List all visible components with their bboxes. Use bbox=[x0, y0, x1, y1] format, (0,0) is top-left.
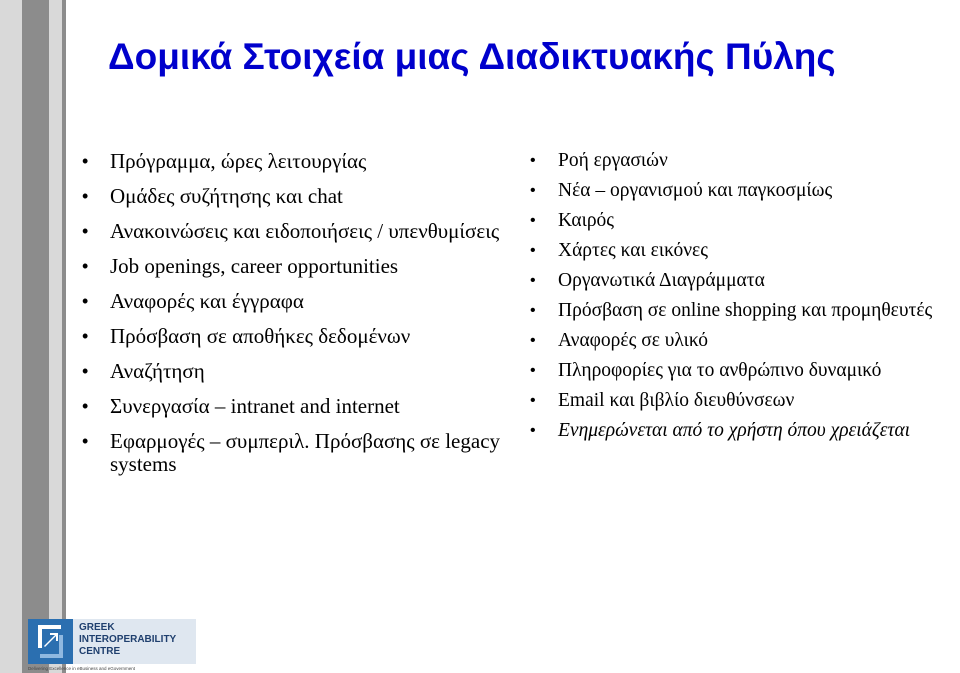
bullet-item bbox=[82, 185, 512, 208]
bullet-point-icon: • bbox=[530, 212, 536, 229]
bullet-item bbox=[82, 430, 512, 476]
bullet-item-text: Αναφορές και έγγραφα bbox=[110, 289, 304, 313]
bullet-point-icon: • bbox=[530, 392, 536, 409]
bullet-item-text: Εφαρμογές – συμπεριλ. Πρόσβασης σε legacy systems bbox=[110, 429, 501, 476]
bullet-point-icon: • bbox=[530, 182, 536, 199]
logo-text-band bbox=[73, 619, 196, 664]
bullet-item-text: Ενημερώνεται από το χρήστη όπου χρειάζεται bbox=[558, 420, 911, 441]
logo-line-1: GREEK bbox=[79, 622, 115, 633]
bullet-point-icon: • bbox=[530, 422, 536, 439]
bullet-item bbox=[530, 270, 950, 291]
logo-line-3: CENTRE bbox=[79, 646, 121, 657]
slide-title: Δομικά Στοιχεία μιας Διαδικτυακής Πύλης bbox=[108, 36, 836, 77]
right-bullet-list bbox=[530, 150, 950, 450]
bullet-point-icon: • bbox=[530, 272, 536, 289]
bullet-item bbox=[82, 325, 512, 348]
bullet-item-text: Καιρός bbox=[558, 210, 615, 231]
bullet-item-text: Ροή εργασιών bbox=[558, 150, 668, 171]
bullet-item-text: Νέα – οργανισμού και παγκοσμίως bbox=[558, 180, 833, 201]
bullet-item bbox=[82, 290, 512, 313]
bullet-item-text: Συνεργασία – intranet and internet bbox=[110, 394, 400, 418]
decorative-sidebar-stripe bbox=[49, 0, 62, 673]
bullet-point-icon: • bbox=[530, 332, 536, 349]
bullet-item bbox=[530, 300, 950, 321]
bullet-item-text: Email και βιβλίο διευθύνσεων bbox=[558, 390, 795, 411]
bullet-item bbox=[530, 420, 950, 441]
bullet-item-text: Αναφορές σε υλικό bbox=[558, 330, 709, 351]
bullet-item-text: Πρόσβαση σε online shopping και προμηθευτές bbox=[558, 300, 933, 321]
bullet-point-icon: • bbox=[530, 302, 536, 319]
greek-interoperability-centre-logo bbox=[28, 619, 196, 669]
decorative-sidebar-stripe bbox=[0, 0, 22, 673]
bullet-item bbox=[82, 255, 512, 278]
bullet-item bbox=[82, 150, 512, 173]
bullet-item bbox=[82, 395, 512, 418]
decorative-sidebar-stripe bbox=[22, 0, 49, 673]
bullet-point-icon: • bbox=[82, 431, 89, 451]
bullet-point-icon: • bbox=[82, 151, 89, 171]
bullet-point-icon: • bbox=[530, 152, 536, 169]
bullet-item-text: Οργανωτικά Διαγράμματα bbox=[558, 270, 765, 291]
bullet-item bbox=[82, 220, 512, 243]
logo-line-2: INTEROPERABILITY bbox=[79, 634, 177, 645]
bullet-point-icon: • bbox=[530, 242, 536, 259]
bullet-point-icon: • bbox=[82, 291, 89, 311]
bullet-point-icon: • bbox=[82, 396, 89, 416]
bullet-item-text: Ομάδες συζήτησης και chat bbox=[110, 184, 343, 208]
decorative-sidebar-stripe bbox=[62, 0, 66, 673]
bullet-item bbox=[530, 150, 950, 171]
bullet-point-icon: • bbox=[82, 256, 89, 276]
bullet-point-icon: • bbox=[82, 326, 89, 346]
bullet-item-text: Job openings, career opportunities bbox=[110, 254, 399, 278]
logo-tagline: Delivering Excellence in eBusiness and eGovernment bbox=[28, 666, 136, 671]
bullet-item-text: Πρόγραμμα, ώρες λειτουργίας bbox=[110, 149, 367, 173]
logo-mark-icon bbox=[28, 619, 73, 664]
bullet-item bbox=[530, 240, 950, 261]
bullet-item bbox=[530, 210, 950, 231]
bullet-item bbox=[530, 390, 950, 411]
bullet-item-text: Χάρτες και εικόνες bbox=[558, 240, 708, 261]
bullet-item bbox=[82, 360, 512, 383]
bullet-item bbox=[530, 360, 950, 381]
bullet-item-text: Αναζήτηση bbox=[110, 359, 205, 383]
logo-wordmark bbox=[79, 622, 176, 658]
bullet-item-text: Πρόσβαση σε αποθήκες δεδομένων bbox=[110, 324, 411, 348]
bullet-item bbox=[530, 330, 950, 351]
bullet-item-text: Πληροφορίες για το ανθρώπινο δυναμικό bbox=[558, 360, 882, 381]
left-bullet-list bbox=[82, 150, 512, 488]
bullet-point-icon: • bbox=[82, 221, 89, 241]
bullet-point-icon: • bbox=[82, 186, 89, 206]
bullet-point-icon: • bbox=[82, 361, 89, 381]
bullet-item-text: Ανακοινώσεις και ειδοποιήσεις / υπενθυμίσεις bbox=[110, 219, 500, 243]
bullet-point-icon: • bbox=[530, 362, 536, 379]
bullet-item bbox=[530, 180, 950, 201]
